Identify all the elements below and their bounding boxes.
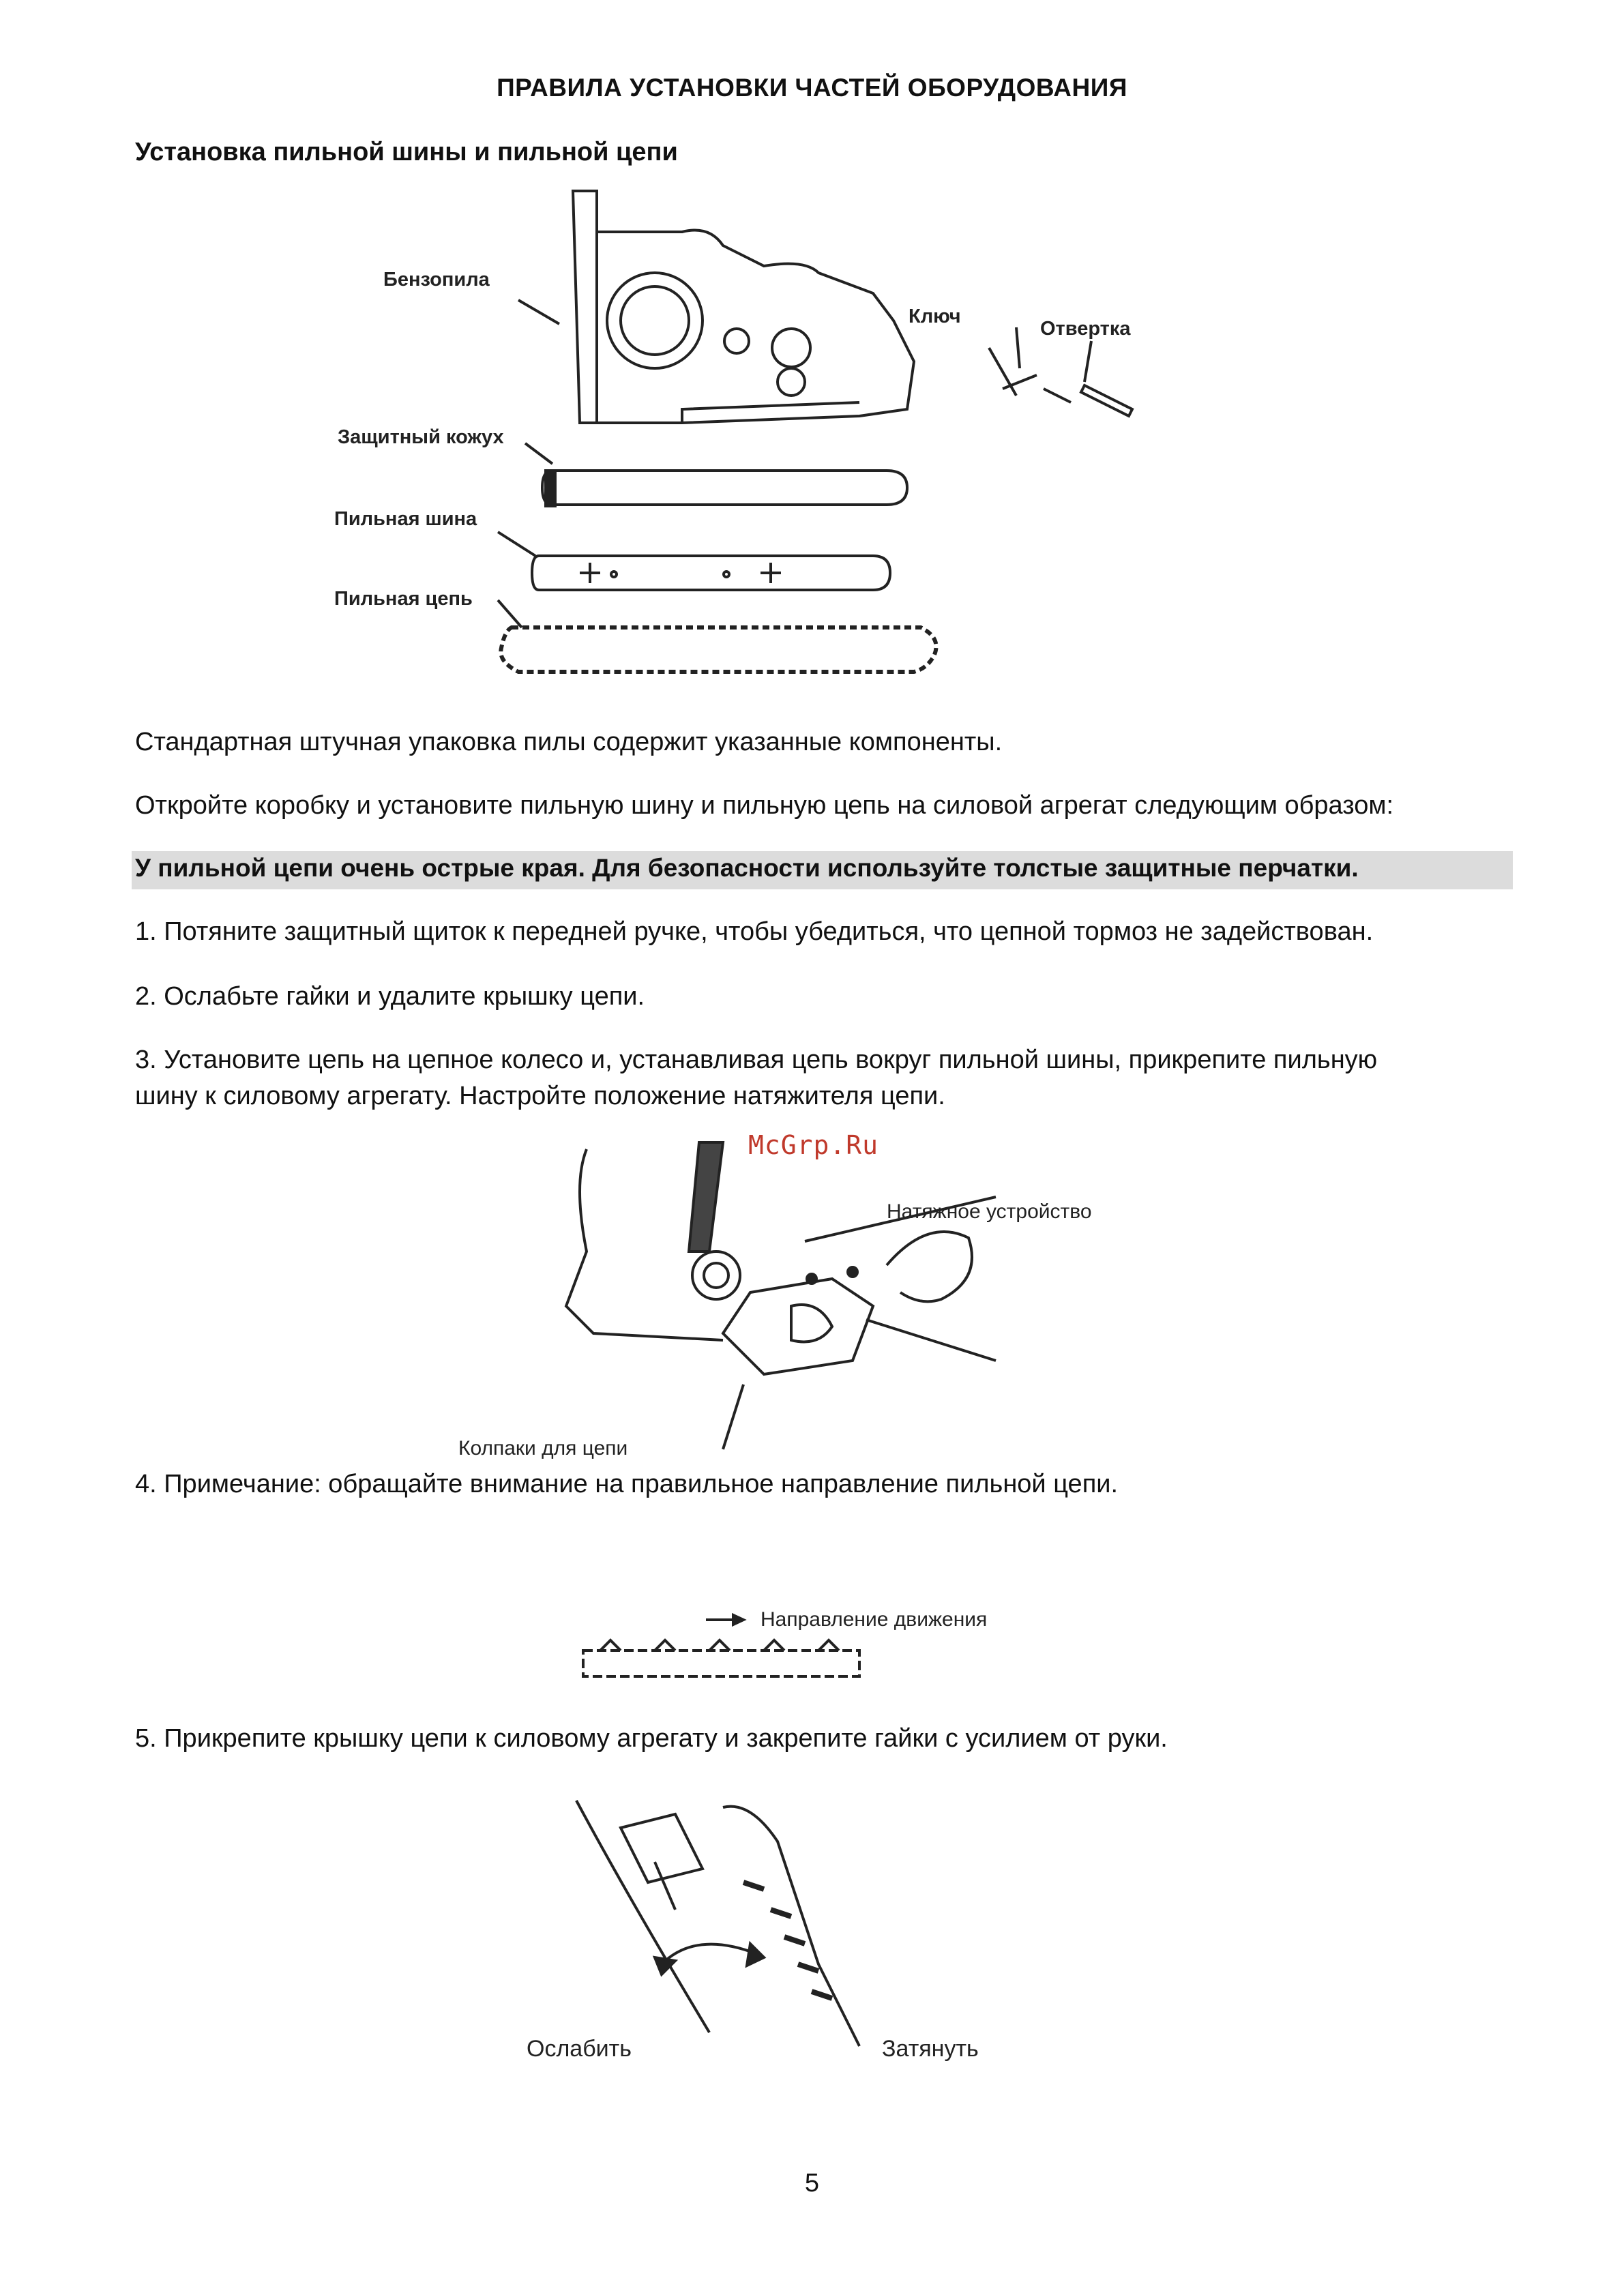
label-guard: Защитный кожух (338, 426, 504, 448)
step-4: 4. Примечание: обращайте внимание на правильное направление пильной цепи. (135, 1470, 1119, 1498)
step-3-line-2: шину к силовому агрегату. Настройте положение натяжителя цепи. (135, 1082, 945, 1110)
label-key: Ключ (909, 306, 961, 327)
label-screwdriver: Отвертка (1040, 318, 1131, 340)
nuts-drawing (518, 1787, 1037, 2073)
label-tensioner: Натяжное устройство (887, 1200, 1092, 1223)
label-bar: Пильная шина (334, 508, 477, 530)
label-loosen: Ослабить (527, 2036, 632, 2062)
figure-tensioner (450, 1129, 1132, 1470)
chain-segment-illustration (583, 1650, 859, 1676)
label-tighten: Затянуть (882, 2036, 979, 2062)
warning-text: У пильной цепи очень острые края. Для безопасности используйте толстые защитные перчатки. (135, 854, 1359, 882)
figure-nuts (518, 1787, 1037, 2073)
step-5: 5. Прикрепите крышку цепи к силовому агрегату и закрепите гайки с усилием от руки. (135, 1724, 1168, 1753)
label-chain-caps: Колпаки для цепи (458, 1437, 628, 1460)
page-number: 5 (804, 2169, 820, 2197)
label-saw: Бензопила (383, 269, 490, 291)
paragraph-open-box: Откройте коробку и установите пильную шину и пильную цепь на силовой агрегат следующим образом: (135, 791, 1394, 820)
figure-chain-direction (580, 1596, 1057, 1685)
chainsaw-illustration (573, 191, 597, 423)
watermark: McGrp.Ru (748, 1130, 879, 1160)
tensioner-drawing (450, 1129, 1132, 1470)
guard-illustration (542, 471, 907, 505)
paragraph-package: Стандартная штучная упаковка пилы содержит указанные компоненты. (135, 728, 1003, 756)
section-heading: Установка пильной шины и пильной цепи (135, 138, 678, 166)
step-1: 1. Потяните защитный щиток к передней ручке, чтобы убедиться, что цепной тормоз не задействован. (135, 917, 1374, 946)
label-chain: Пильная цепь (334, 588, 473, 610)
key-illustration (989, 348, 1037, 396)
label-direction: Направление движения (761, 1608, 988, 1631)
figure-components (327, 184, 1166, 702)
chain-illustration (501, 627, 936, 672)
step-2: 2. Ослабьте гайки и удалите крышку цепи. (135, 982, 645, 1011)
screwdriver-illustration (1044, 385, 1132, 416)
page-title: ПРАВИЛА УСТАНОВКИ ЧАСТЕЙ ОБОРУДОВАНИЯ (497, 74, 1127, 102)
warning-banner (132, 851, 1513, 889)
step-3-line-1: 3. Установите цепь на цепное колесо и, устанавливая цепь вокруг пильной шины, прикрепите пильную (135, 1046, 1378, 1074)
